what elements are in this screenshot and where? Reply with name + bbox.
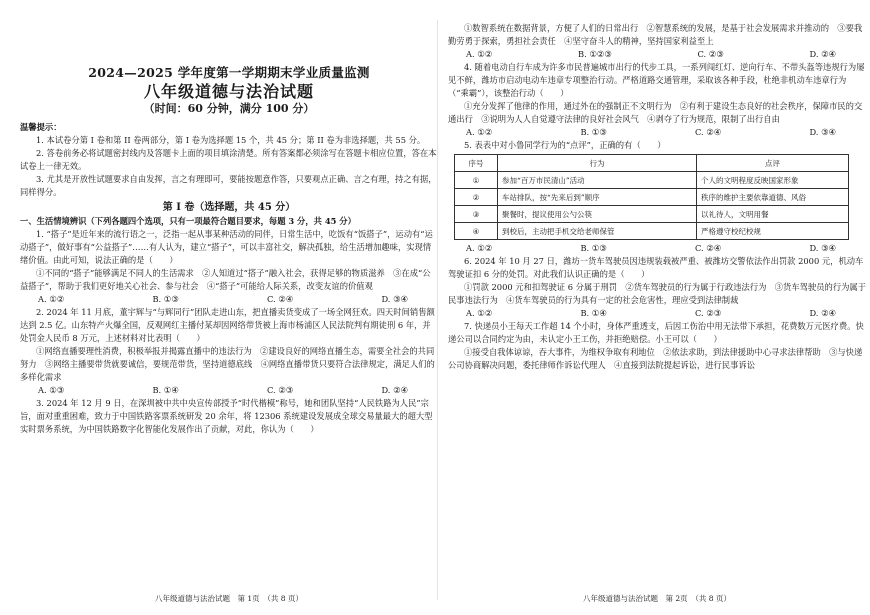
question-1-stem: 1. “搭子”是近年来的流行语之一，泛指一起从事某种活动的同伴，日常生活中，吃饭有“饭搭子”，运动有“运动搭子”，做好事有“公益搭子”……有人认为，建立“搭子”，可以丰富社交，解决孤独，给生活增加趣味，实现情绪价值。由此可知，说法正确的是（ ） [20,229,433,265]
option-d: D. ②④ [381,385,408,395]
option-a: A. ①② [466,308,493,318]
table-cell: ① [455,172,498,189]
table-header-cell: 行为 [498,155,697,172]
option-a: A. ①② [466,49,493,59]
question-2-stem: 2. 2024 年 11 月底，董宇辉与“与辉同行”团队走进山东，把直播卖货变成了一场全网狂欢。四天时间销售额达到 2.5 亿。山东特产火爆全国，反观网红主播付某却因网络带货被上海市杨浦区人民法院判有期徒刑 6 年，并处罚金人民币 8 万元，上述材料对比表明（ ） [20,307,435,343]
page-footer: 八年级道德与法治试题 第 2页 （共 8 页） [583,594,731,603]
option-a: A. ①③ [38,385,65,395]
table-cell: ③ [455,206,498,223]
question-6-items: ①罚款 2000 元和扣驾驶证 6 分属于刑罚 ②货车驾驶员的行为属于行政违法行为 ③货车驾驶员的行为属于民事违法行为 ④货车驾驶员的行为具有一定的社会危害性，理应受到法律制裁 [448,282,867,305]
part-one-heading: 一、生活情境辨识（下列各题四个选项，只有一项最符合题目要求，每题 3 分，共 45 分） [20,216,356,226]
option-b: B. ①③ [580,243,607,253]
table-cell: 秩序的维护主要依靠道德、风俗 [697,189,849,206]
option-c: C. ②④ [266,294,294,304]
option-b: B. ①③ [152,294,179,304]
question-6-stem: 6. 2024 年 10 月 27 日，潍坊一货车驾驶员因违规装载被严重、被潍坊交警依法作出罚款 2000 元，机动车驾驶证扣 6 分的处罚。对此我们认识正确的是（ ） [448,256,864,279]
question-3-stem: 3. 2024 年 12 月 9 日，在深圳被中共中央宣传部授予“时代楷模”称号，她和团队坚持“人民铁路为人民”宗旨，面对重重困难，致力于中国铁路客票系统研发 20 余年，将 12306 系统建设发展成全球交易量最大的超大型实时票务系统，为中国铁路数字化智能化发展作出了贡献，对此，你认为（ ） [20,398,433,434]
left-page [20,0,438,615]
option-a: A. ①② [466,127,493,137]
option-d: D. ③④ [381,294,408,304]
option-b: B. ①④ [580,308,607,318]
question-2-options [20,384,438,397]
option-a: A. ①② [466,243,493,253]
table-row [455,189,849,206]
option-c: C. ②④ [694,243,722,253]
table-cell: 以礼待人，文明用餐 [697,206,849,223]
table-row [455,206,849,223]
option-c: C. ②③ [266,385,294,395]
exam-title-subject: 八年级道德与法治试题 [143,82,314,101]
notice-heading: 温馨提示： [20,122,62,132]
table-row [455,223,849,240]
table-header-cell: 序号 [455,155,498,172]
table-cell: ② [455,189,498,206]
table-cell: ④ [455,223,498,240]
table-cell: 个人的文明程度反映国家形象 [697,172,849,189]
notice-item: 2. 答卷前务必将试题密封线内及答题卡上面的项目填涂清楚。所有答案都必须涂写在答题卡相应位置，答在本试卷上一律无效。 [20,148,437,171]
table-header-cell: 点评 [697,155,849,172]
question-7-stem: 7. 快递员小王每天工作超 14 个小时，身体严重透支，后因工伤治中用无法带下承担，花费数万元医疗费。快递公司以合同约定为由，未认定小王工伤，并拒绝赔偿。小王可以（ ） [448,321,864,344]
question-3-options [448,48,866,61]
option-b: B. ①④ [152,385,179,395]
question-1-items: ①不同的“搭子”能够满足不同人的生活需求 ②人知道过“搭子”融入社会，获得足够的物质滋养 ③在成“公益搭子”，帮助于我们更好地关心社会、参与社会 ④“搭子”可能给人际关系，改变友谊的价值观 [20,268,431,291]
option-d: D. ③④ [809,127,836,137]
option-c: C. ②④ [694,127,722,137]
table-row [455,172,849,189]
exam-time-score: （时间：60 分钟，满分 100 分） [143,102,315,115]
question-3-items: ①数智系统在数据背景，方便了人们的日常出行 ②智慧系统的发展，是基于社会发展需求并推动的 ③要我勤劳勇于探索，勇担社会责任 ④坚守奋斗人的精神，坚持国家利益至上 [448,23,863,46]
question-4-stem: 4. 随着电动自行车成为许多市民普遍城市出行的代步工具，一系列闯红灯、逆向行车、不带头盔等违规行为屡见不鲜，潍坊市启动电动车违章专项整治行动。严格道路交通管理，采取该各种手段，杜绝非机动车违章行为（“乘霸”），该整治行动（ ） [448,62,865,98]
table-cell: 到校后，主动把手机交给老师保管 [498,223,697,240]
notice-item: 3. 尤其是开放性试题要求自由发挥，言之有理即可，要能按题意作答，只要观点正确、言之有理，持之有据，同样得分。 [20,174,437,197]
notice-item: 1. 本试卷分第 I 卷和第 II 卷两部分，第 I 卷为选择题 15 个，共 45 分；第 II 卷为非选择题，共 55 分。 [36,135,426,145]
page-footer: 八年级道德与法治试题 第 1页 （共 8 页） [155,594,303,603]
table-cell: 聚餐时，提议使用公勺公筷 [498,206,697,223]
table-header-row [455,155,849,172]
question-5-options [448,242,866,255]
section-title: 第 I 卷（选择题，共 45 分） [162,202,296,213]
question-2-items: ①网络直播要理性消费，积极举报并揭露直播中的违法行为 ②建设良好的网络直播生态，需要全社会的共同努力 ③网络主播要带货就要诚信，要规范带货，坚持道德底线 ④网络直播带货只要符合法律规定，满足人们的多样化需求 [20,346,435,382]
right-page [448,0,866,615]
exam-title-year: 2024—2025 学年度第一学期期末学业质量监测 [88,65,370,80]
table-cell: 严格遵守校纪校规 [697,223,849,240]
table-cell: 车站排队，按“先来后到”顺序 [498,189,697,206]
question-5-stem: 5. 表表中对小鲁同学行为的“点评”，正确的有（ ） [464,140,666,150]
question-4-options [448,126,866,139]
page-divider [437,20,438,600]
option-d: D. ②④ [809,49,836,59]
option-b: B. ①②③ [577,49,612,59]
option-d: D. ③④ [809,243,836,253]
question-1-options [20,293,438,306]
question-5-table [454,154,849,240]
option-b: B. ①③ [580,127,607,137]
question-7-items: ①接受自我体谅谅，吞大事件，为维权争取有利地位 ②依法求助，到法律援助中心寻求法律帮助 ③与快递公司协商解决问题，委托律师作诉讼代理人 ④直接到法院提起诉讼，进行民事诉讼 [448,347,863,370]
question-4-items: ①充分发挥了他律的作用，通过外在的强制正不文明行为 ②有利于建设生态良好的社会秩序，保障市民的交通出行 ③说明为人人自觉遵守法律的良好社会风气 ④剥夺了行为规范，限制了出行自由 [448,101,863,124]
option-d: D. ②④ [809,308,836,318]
question-6-options [448,307,866,320]
option-a: A. ①② [38,294,65,304]
table-cell: 参加“百万市民清山”活动 [498,172,697,189]
option-c: C. ②③ [697,49,724,59]
option-c: C. ②③ [694,308,722,318]
